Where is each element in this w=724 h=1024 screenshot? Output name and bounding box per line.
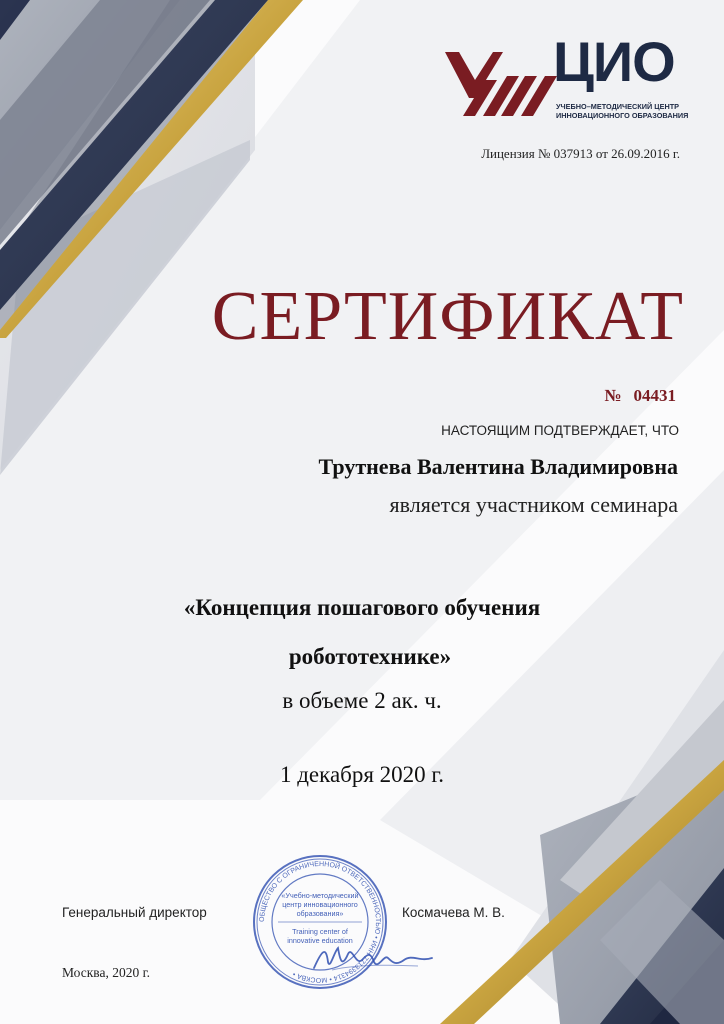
signatory-name: Космачева М. В. bbox=[402, 905, 505, 920]
license-text: Лицензия № 037913 от 26.09.2016 г. bbox=[481, 146, 680, 161]
certificate-title: СЕРТИФИКАТ bbox=[211, 278, 684, 355]
svg-text:innovative education: innovative education bbox=[287, 936, 353, 945]
seminar-title-line1: «Концепция пошагового обучения bbox=[183, 595, 541, 620]
number-value: 04431 bbox=[633, 386, 676, 405]
logo-name: ЦИО bbox=[553, 30, 675, 93]
seminar-title-line2: робототехнике» bbox=[288, 644, 452, 669]
logo-subtitle-line2: ИННОВАЦИОННОГО ОБРАЗОВАНИЯ bbox=[556, 111, 689, 120]
issue-date: 1 декабря 2020 г. bbox=[279, 762, 445, 787]
confirmation-text: НАСТОЯЩИМ ПОДТВЕРЖДАЕТ, ЧТО bbox=[441, 423, 679, 438]
certificate-number bbox=[604, 386, 676, 406]
number-sign: № bbox=[604, 386, 622, 405]
signatory-position: Генеральный директор bbox=[62, 905, 207, 920]
recipient-name: Трутнева Валентина Владимировна bbox=[318, 454, 678, 479]
recipient-role: является участником семинара bbox=[389, 492, 678, 517]
logo-um-mark bbox=[445, 44, 557, 124]
course-volume: в объеме 2 ак. ч. bbox=[282, 688, 442, 713]
svg-text:Training center of: Training center of bbox=[292, 927, 348, 936]
svg-text:ОБЩЕСТВО С ОГРАНИЧЕННОЙ ОТВЕТС: ОБЩЕСТВО С ОГРАНИЧЕННОЙ ОТВЕТСТВЕННОСТЬЮ • ИНН 7713394314 • МОСКВА • bbox=[258, 860, 382, 984]
handwritten-signature bbox=[308, 940, 438, 980]
place-and-year: Москва, 2020 г. bbox=[62, 965, 151, 980]
svg-text:образования»: образования» bbox=[296, 909, 344, 918]
svg-text:центр инновационного: центр инновационного bbox=[282, 900, 358, 909]
logo-subtitle bbox=[556, 102, 688, 120]
organization-logo bbox=[445, 30, 689, 124]
svg-text:«Учебно-методический: «Учебно-методический bbox=[281, 891, 359, 900]
logo-subtitle-line1: УЧЕБНО–МЕТОДИЧЕСКИЙ ЦЕНТР bbox=[556, 102, 680, 111]
